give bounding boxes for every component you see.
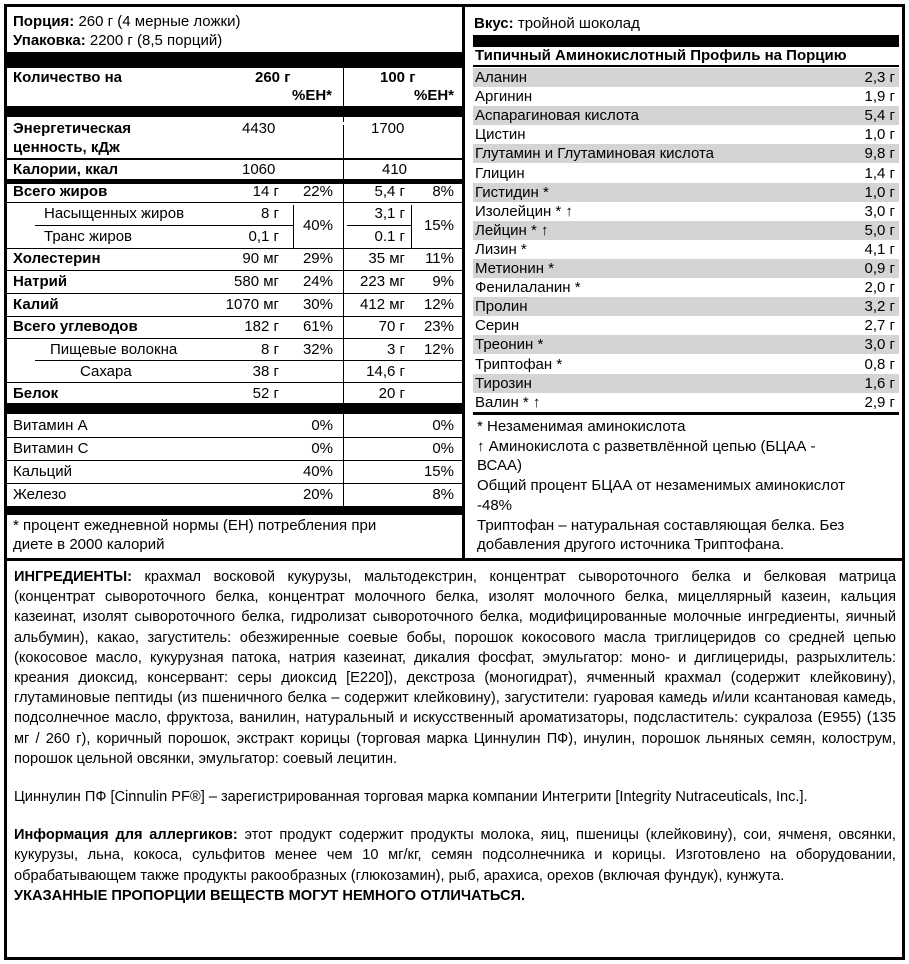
amino-acid-name: Метионин * — [475, 260, 555, 277]
amino-acid-name: Глутамин и Глутаминовая кислота — [475, 145, 715, 163]
calcium-p2: 15% — [423, 463, 454, 480]
fat-label: Всего жиров — [13, 183, 108, 200]
aa-note-essential: * Незаменимая аминокислота — [477, 418, 686, 435]
vitC-p2: 0% — [432, 440, 454, 457]
amino-acid-row — [473, 202, 899, 221]
amino-acid-row — [473, 374, 899, 393]
col1-dv-header: %ЕН* — [292, 87, 333, 104]
ingredients-paragraph: ИНГРЕДИЕНТЫ: крахмал восковой кукурузы, мальтодекстрин, концентрат сывороточного белка и белковая матрица (концентрат сывороточного белка, концентрат молочного белка, изолят молочного белка, мицеллярный казеин, кальция казеинат, изолят сывороточного белка, гидролизат сывороточного белка, модифицированные молочные ингредиенты, яичный альбумин), какао, загуститель: обезжиренные соевые бобы, порошок кокосового масла триглицеридов со средней цепью (кокосовое масло, кукурузная патока, натрия казеинат, дикалия фосфат, эмульгатор: моно- и диглицериды, разрыхлитель: креания диоксид, консервант: серы диоксид [E220]), декстроза (моногидрат), ячменный крахмал (содержит клейковину), глутаминовые пептиды (из пшеничного белка – содержит клейковину), загустители: гуаровая камедь и/или ксантановая камедь, подсолнечное масло, фруктоза, ванилин, натуральный и искусственный ароматизаторы, подсластитель: сукралоза (E955) (135 мг / 260 г), коричный порошок, экстракт корицы (торговая марка Циннулин ПФ), инулин, порошок льняных семян, колострум, порошок цельной овсянки, эмульгатор: соевый лецитин. — [14, 569, 896, 767]
col1-header: 260 г — [255, 69, 291, 86]
amino-acid-name: Валин * ↑ — [475, 393, 541, 411]
carbs-v2: 70 г — [378, 318, 405, 335]
amino-acid-value: 1,6 г — [864, 374, 895, 392]
amino-acid-value: 1,4 г — [864, 164, 895, 182]
chol-p1: 29% — [302, 250, 333, 267]
amino-acid-name: Пролин — [475, 298, 528, 316]
amino-acid-value: 0,9 г — [864, 260, 895, 277]
iron-label: Железо — [13, 486, 67, 503]
potassium-v1: 1070 мг — [225, 296, 279, 313]
amino-acid-value: 2,9 г — [864, 393, 895, 411]
amino-acid-name: Изолейцин * ↑ — [475, 202, 573, 220]
amino-acid-row — [473, 259, 899, 278]
amino-acid-value: 9,8 г — [864, 145, 895, 163]
amino-acid-row — [473, 335, 899, 354]
carbs-p2: 23% — [423, 318, 454, 335]
amino-acid-name: Гистидин * — [475, 183, 549, 201]
chol-v2: 35 мг — [368, 250, 405, 267]
sodium-p1: 24% — [302, 273, 333, 290]
trans-label: Транс жиров — [44, 228, 133, 245]
amino-acid-value: 3,0 г — [864, 202, 895, 220]
fat-p1: 22% — [302, 183, 333, 200]
energy-v1: 4430 — [242, 120, 276, 137]
vitA-p1: 0% — [311, 417, 333, 434]
amino-acid-row — [473, 240, 899, 259]
amino-acid-value: 1,9 г — [864, 88, 895, 106]
amino-acid-name: Треонин * — [475, 336, 544, 354]
potassium-p1: 30% — [302, 296, 333, 313]
ingredients-section — [7, 558, 902, 958]
amino-acid-name: Фенилаланин * — [475, 279, 581, 297]
amino-acid-row — [473, 164, 899, 183]
aa-note-tryptophan-1: Триптофан – натуральная составляющая белка. Без — [477, 517, 845, 534]
carbs-v1: 182 г — [244, 318, 279, 335]
calories-label: Калории, ккал — [13, 161, 118, 178]
sat-label: Насыщенных жиров — [44, 205, 185, 222]
package-line: Упаковка: 2200 г (8,5 порций) — [13, 32, 223, 49]
amino-acid-name: Глицин — [475, 164, 525, 182]
amino-acid-value: 2,7 г — [864, 317, 895, 335]
amino-acid-name: Тирозин — [475, 374, 532, 392]
amino-acid-row — [473, 297, 899, 316]
amino-acid-row — [473, 144, 899, 163]
amino-profile-title: Типичный Аминокислотный Профиль на Порцию — [475, 47, 847, 64]
amino-acid-name: Аланин — [475, 69, 528, 86]
potassium-v2: 412 мг — [360, 296, 405, 313]
trans-v2: 0.1 г — [374, 228, 405, 245]
amino-acid-value: 3,2 г — [864, 298, 895, 316]
amino-acid-name: Цистин — [475, 126, 526, 144]
calcium-label: Кальций — [13, 463, 72, 480]
amount-header: Количество на — [13, 69, 122, 86]
fiber-p2: 12% — [423, 341, 454, 358]
protein-label: Белок — [13, 385, 59, 402]
amino-acid-row — [473, 355, 899, 374]
sodium-v2: 223 мг — [360, 273, 405, 290]
footnote-line-2: диете в 2000 калорий — [13, 536, 165, 553]
amino-acid-name: Аспарагиновая кислота — [475, 107, 639, 125]
calcium-p1: 40% — [302, 463, 333, 480]
amino-acid-value: 5,4 г — [864, 107, 895, 125]
protein-v2: 20 г — [378, 385, 405, 402]
fiber-v1: 8 г — [261, 341, 279, 358]
serving-line: Порция: 260 г (4 мерные ложки) — [13, 13, 241, 30]
fat-v1: 14 г — [252, 183, 279, 200]
fiber-label: Пищевые волокна — [50, 341, 178, 358]
aa-note-bcaa-1: ↑ Аминокислота с разветвлённой цепью (БЦАА - — [477, 438, 816, 455]
allergy-paragraph: Информация для аллергиков: этот продукт содержит продукты молока, яиц, пшеницы (клейковину), сои, ячменя, овсянки, кукурузы, льна, кокоса, сульфитов менее чем 10 мг/кг, семян подсолнечника и корицы. Изготовлено на оборудовании, обрабатывающем также продукты ракообразных (глюкозамин), рыб, арахиса, орехов (включая фундук), кунжута. — [14, 827, 896, 884]
sodium-p2: 9% — [432, 273, 454, 290]
aa-note-tryptophan-2: добавления другого источника Триптофана. — [477, 536, 785, 553]
vitA-label: Витамин А — [13, 417, 88, 434]
chol-v1: 90 мг — [242, 250, 279, 267]
amino-acid-name: Лейцин * ↑ — [475, 221, 549, 239]
vitC-p1: 0% — [311, 440, 333, 457]
sodium-v1: 580 мг — [234, 273, 279, 290]
aa-note-bcaa-pct-1: Общий процент БЦАА от незаменимых аминокислот — [477, 477, 846, 494]
amino-acid-value: 4,1 г — [864, 240, 895, 258]
fat-v2: 5,4 г — [374, 183, 405, 200]
sat-trans-p2: 15% — [423, 217, 454, 234]
sugar-v2: 14,6 г — [366, 363, 405, 380]
carbs-label: Всего углеводов — [13, 318, 138, 335]
amino-acid-row — [473, 125, 899, 144]
iron-p2: 8% — [432, 486, 454, 503]
amino-acid-value: 5,0 г — [864, 221, 895, 239]
amino-acid-name: Триптофан * — [475, 355, 563, 373]
sat-trans-p1: 40% — [302, 217, 333, 234]
chol-p2: 11% — [425, 250, 454, 267]
nutrition-facts-panel — [7, 7, 465, 558]
sat-v1: 8 г — [261, 205, 279, 222]
iron-p1: 20% — [302, 486, 333, 503]
disclaimer: УКАЗАННЫЕ ПРОПОРЦИИ ВЕЩЕСТВ МОГУТ НЕМНОГО ОТЛИЧАТЬСЯ. — [14, 887, 526, 904]
energy-label-2: ценность, кДж — [13, 139, 120, 156]
amino-acid-panel — [467, 7, 902, 558]
col2-header: 100 г — [380, 69, 416, 86]
carbs-p1: 61% — [302, 318, 333, 335]
amino-acid-value: 3,0 г — [864, 336, 895, 354]
amino-acid-name: Лизин * — [475, 240, 527, 258]
amino-acid-value: 1,0 г — [864, 126, 895, 144]
energy-label: Энергетическая — [13, 120, 131, 137]
amino-acid-name: Аргинин — [475, 88, 533, 106]
potassium-label: Калий — [13, 296, 59, 313]
protein-v1: 52 г — [252, 385, 279, 402]
aa-note-bcaa-pct-2: -48% — [477, 497, 513, 514]
energy-v2: 1700 — [371, 120, 405, 137]
amino-acid-row — [473, 278, 899, 297]
divider-bar — [7, 52, 462, 68]
amino-acid-value: 2,3 г — [864, 69, 895, 86]
amino-acid-value: 1,0 г — [864, 183, 895, 201]
cinnulin-note: Циннулин ПФ [Cinnulin PF®] – зарегистрированная торговая марка компании Интегрити [Integrity Nutraceuticals, Inc.]. — [14, 789, 808, 806]
amino-acid-row — [473, 221, 899, 240]
fiber-p1: 32% — [302, 341, 333, 358]
aa-note-bcaa-2: ВСАА) — [477, 457, 523, 474]
vitA-p2: 0% — [432, 417, 454, 434]
divider-bar — [7, 106, 462, 117]
amino-acid-value: 0,8 г — [864, 355, 895, 373]
fat-p2: 8% — [432, 183, 454, 200]
flavor-line: Вкус: тройной шоколад — [474, 15, 640, 32]
amino-acid-row — [473, 183, 899, 202]
amino-acid-row — [473, 87, 899, 106]
chol-label: Холестерин — [13, 250, 101, 267]
fiber-v2: 3 г — [387, 341, 405, 358]
calories-v1: 1060 — [242, 161, 276, 178]
nutrition-label — [4, 4, 905, 960]
vitC-label: Витамин С — [13, 440, 89, 457]
sodium-label: Натрий — [13, 273, 68, 290]
amino-acid-row — [473, 393, 899, 412]
amino-acid-name: Серин — [475, 317, 520, 335]
calories-v2: 410 — [382, 161, 408, 178]
amino-acid-row — [473, 316, 899, 335]
potassium-p2: 12% — [423, 296, 454, 313]
sugar-v1: 38 г — [252, 363, 279, 380]
col2-dv-header: %ЕН* — [414, 87, 455, 104]
sat-v2: 3,1 г — [374, 205, 405, 222]
sugar-label: Сахара — [80, 363, 132, 380]
amino-acid-row — [473, 106, 899, 125]
footnote-line-1: * процент ежедневной нормы (ЕН) потребления при — [13, 517, 377, 534]
amino-acid-row — [473, 68, 899, 87]
amino-acid-value: 2,0 г — [864, 279, 895, 297]
trans-v1: 0,1 г — [248, 228, 279, 245]
